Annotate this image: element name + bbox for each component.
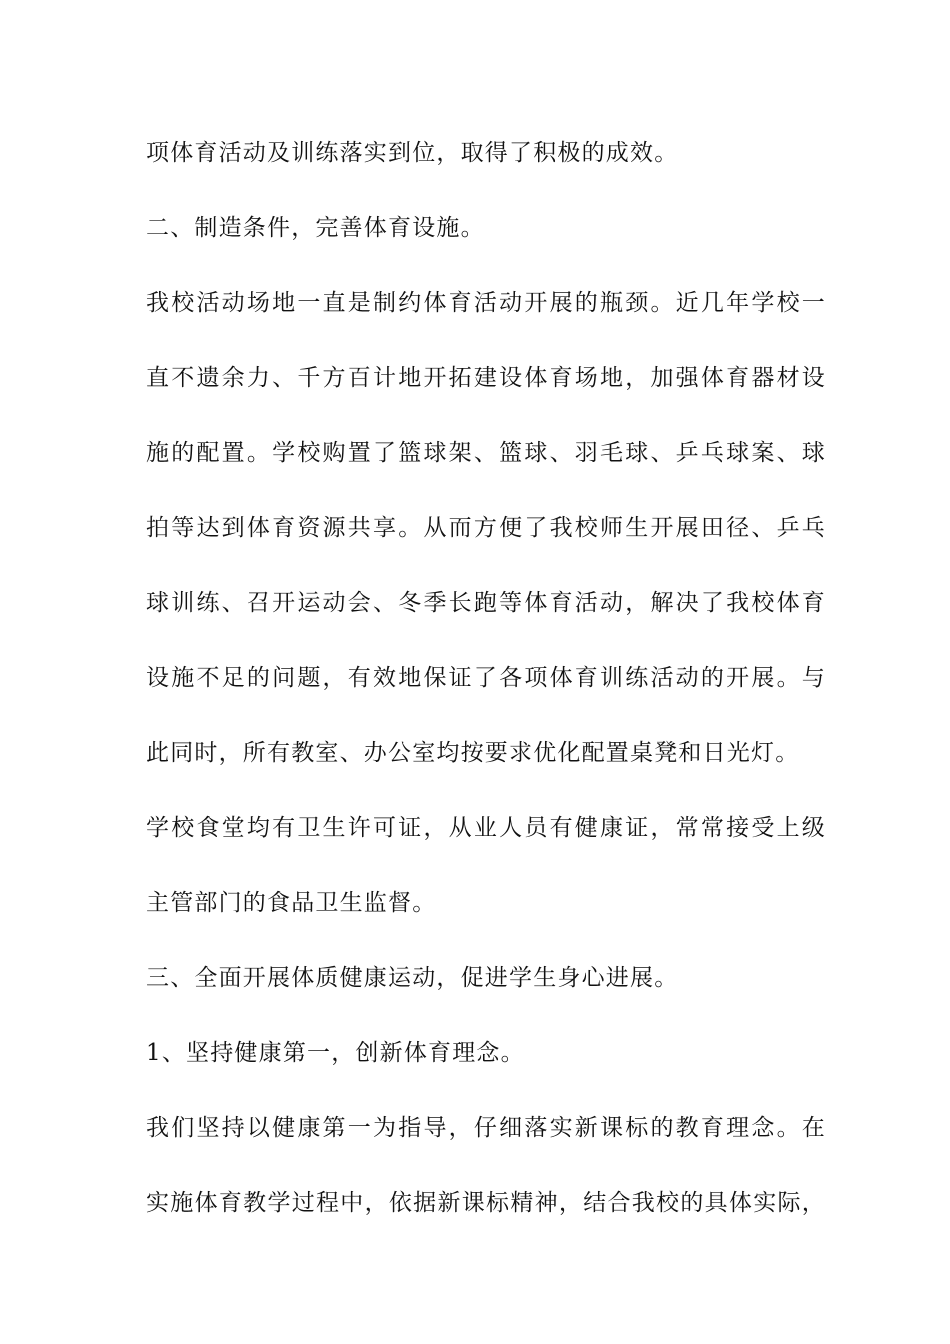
text-line-5: 施的配置。学校购置了篮球架、篮球、羽毛球、乒乓球案、球 — [146, 440, 826, 466]
text-line-7: 球训练、召开运动会、冬季长跑等体育活动，解决了我校体育 — [146, 590, 826, 616]
subsection-heading-1: 1、坚持健康第一，创新体育理念。 — [146, 1040, 525, 1066]
text-line-14: 我们坚持以健康第一为指导，仔细落实新课标的教育理念。在 — [146, 1115, 826, 1141]
text-line-15: 实施体育教学过程中，依据新课标精神，结合我校的具体实际， — [146, 1190, 826, 1216]
text-line-6: 拍等达到体育资源共享。从而方便了我校师生开展田径、乒乓 — [146, 515, 826, 541]
text-line-1: 项体育活动及训练落实到位，取得了积极的成效。 — [146, 140, 679, 166]
text-line-11: 主管部门的食品卫生监督。 — [146, 890, 437, 916]
section-heading-3: 三、全面开展体质健康运动，促进学生身心进展。 — [146, 965, 679, 991]
section-heading-2: 二、制造条件，完善体育设施。 — [146, 215, 485, 241]
text-line-10: 学校食堂均有卫生许可证，从业人员有健康证，常常接受上级 — [146, 815, 826, 841]
text-line-4: 直不遗余力、千方百计地开拓建设体育场地，加强体育器材设 — [146, 365, 826, 391]
text-line-3: 我校活动场地一直是制约体育活动开展的瓶颈。近几年学校一 — [146, 290, 826, 316]
text-line-8: 设施不足的问题，有效地保证了各项体育训练活动的开展。与 — [146, 665, 826, 691]
text-line-9: 此同时，所有教室、办公室均按要求优化配置桌凳和日光灯。 — [146, 740, 800, 766]
